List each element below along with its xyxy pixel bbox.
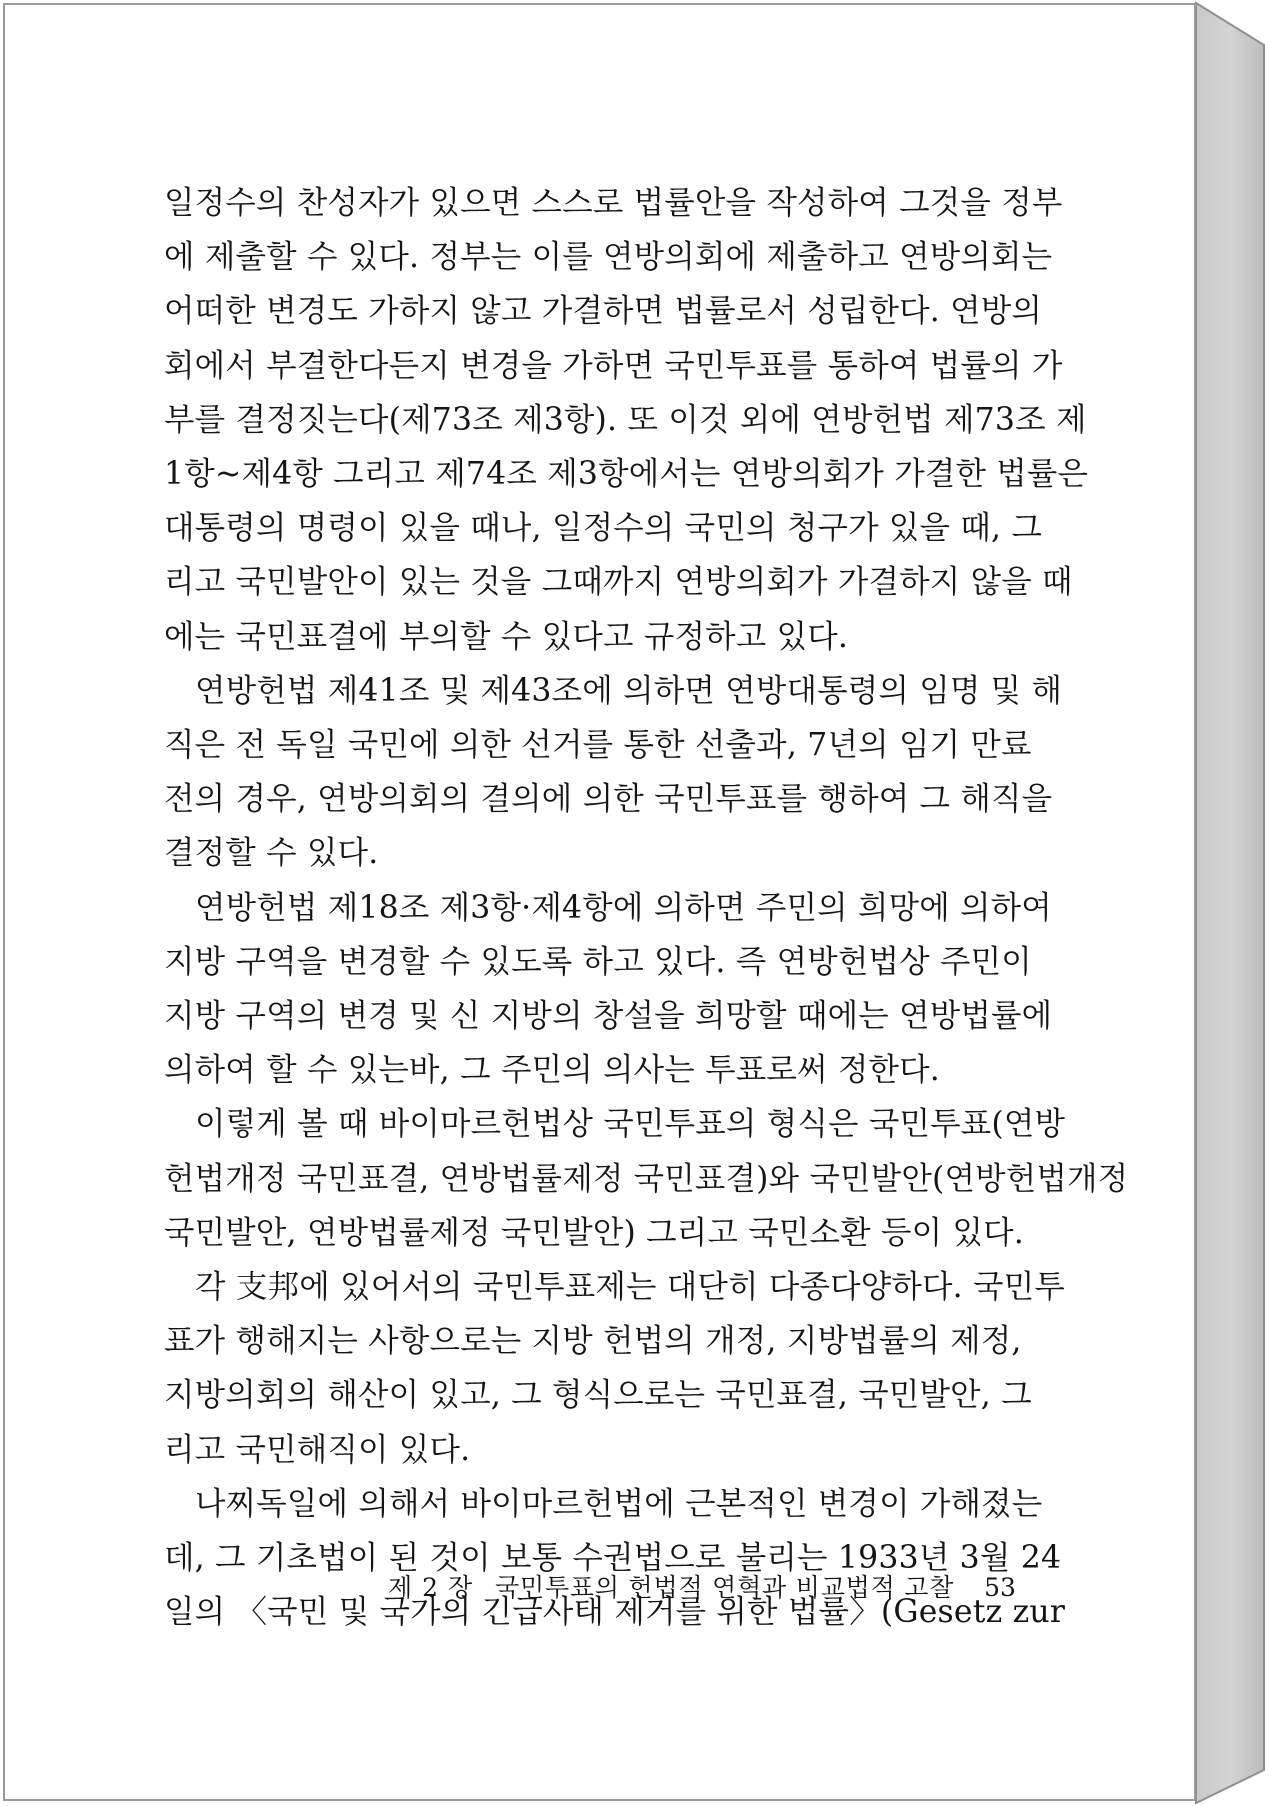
- text-line: 연방헌법 제18조 제3항·제4항에 의하면 주민의 희망에 의하여: [195, 889, 1052, 926]
- text-line: 대통령의 명령이 있을 때나, 일정수의 국민의 청구가 있을 때, 그: [164, 510, 1043, 547]
- text-line: 연방헌법 제41조 및 제43조에 의하면 연방대통령의 임명 및 해: [195, 672, 1063, 709]
- paragraph: [164, 1477, 1066, 1640]
- text-line: 일정수의 찬성자가 있으면 스스로 법률안을 작성하여 그것을 정부: [164, 185, 1063, 221]
- text-line: 지방의회의 해산이 있고, 그 형식으로는 국민표결, 국민발안, 그: [164, 1377, 1032, 1414]
- text-line: 헌법개정 국민표결, 연방법률제정 국민표결)와 국민발안(연방헌법개정: [164, 1160, 1129, 1197]
- text-line: 데, 그 기초법이 된 것이 보통 수권법으로 불리는 1933년 3월 24: [164, 1540, 1062, 1577]
- text-line: 국민발안, 연방법률제정 국민발안) 그리고 국민소환 등이 있다.: [164, 1214, 1024, 1251]
- text-line: 부를 결정짓는다(제73조 제3항). 또 이것 외에 연방헌법 제73조 제: [164, 401, 1087, 438]
- text-line: 리고 국민발안이 있는 것을 그때까지 연방의회가 가결하지 않을 때: [164, 564, 1073, 601]
- text-line: 결정할 수 있다.: [164, 835, 379, 872]
- text-line: 의하여 할 수 있는바, 그 주민의 의사는 투표로써 정한다.: [164, 1052, 940, 1089]
- page-body-text: [164, 176, 1129, 1639]
- text-line: 1항~제4항 그리고 제74조 제3항에서는 연방의회가 가결한 법률은: [164, 456, 1089, 493]
- page-number: 53: [984, 1573, 1016, 1602]
- running-footer: [388, 1568, 1016, 1608]
- text-line: 에는 국민표결에 부의할 수 있다고 규정하고 있다.: [164, 618, 849, 655]
- text-line: 각 支邦에 있어서의 국민투표제는 대단히 다종다양하다. 국민투: [195, 1269, 1065, 1306]
- paragraph: [164, 1097, 1129, 1260]
- text-line: 이렇게 볼 때 바이마르헌법상 국민투표의 형식은 국민투표(연방: [195, 1106, 1066, 1143]
- paragraph: [164, 1260, 1065, 1477]
- text-line: 나찌독일에 의해서 바이마르헌법에 근본적인 변경이 가해졌는: [195, 1485, 1043, 1522]
- text-line: 전의 경우, 연방의회의 결의에 의한 국민투표를 행하여 그 해직을: [164, 781, 1053, 818]
- text-line: 직은 전 독일 국민에 의한 선거를 통한 선출과, 7년의 임기 만료: [164, 727, 1032, 764]
- text-line: 에 제출할 수 있다. 정부는 이를 연방의회에 제출하고 연방의회는: [164, 239, 1053, 276]
- paragraph: [164, 664, 1063, 881]
- text-line: 표가 행해지는 사항으로는 지방 헌법의 개정, 지방법률의 제정,: [164, 1323, 1022, 1360]
- text-line: 회에서 부결한다든지 변경을 가하면 국민투표를 통하여 법률의 가: [164, 347, 1063, 384]
- paragraph: [164, 881, 1053, 1098]
- text-line: 지방 구역을 변경할 수 있도록 하고 있다. 즉 연방헌법상 주민이: [164, 943, 1032, 980]
- text-line: 일의 〈국민 및 국가의 긴급사태 제거를 위한 법률〉(Gesetz zur: [164, 1594, 1066, 1631]
- footer-chapter-title: 국민투표의 헌법적 연혁과 비교법적 고찰: [495, 1573, 955, 1602]
- text-line: 리고 국민해직이 있다.: [164, 1431, 471, 1468]
- text-line: 지방 구역의 변경 및 신 지방의 창설을 희망할 때에는 연방법률에: [164, 998, 1053, 1035]
- text-line: 어떠한 변경도 가하지 않고 가결하면 법률로서 성립한다. 연방의: [164, 293, 1043, 330]
- paragraph: [164, 176, 1089, 664]
- footer-chapter: 제 2 장: [388, 1573, 474, 1602]
